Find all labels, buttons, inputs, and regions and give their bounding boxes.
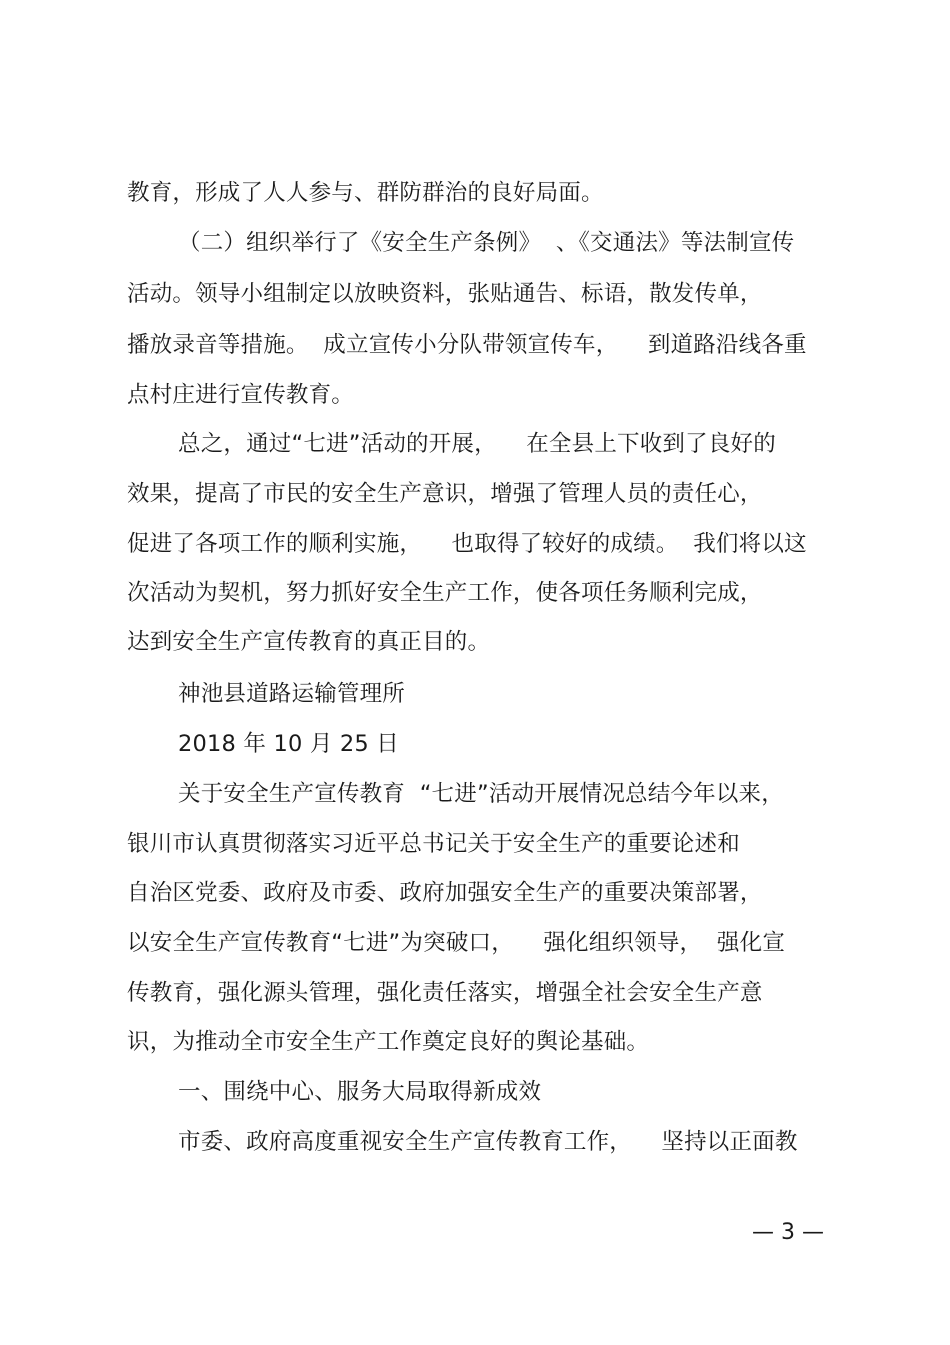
text-line: （二）组织举行了《安全生产条例》 、《交通法》等法制宣传 <box>178 230 795 256</box>
text-line: 达到安全生产宣传教育的真正目的。 <box>127 629 491 655</box>
text-line: 关于安全生产宣传教育 “七进”活动开展情况总结今年以来， <box>178 781 784 807</box>
text-line: 点村庄进行宣传教育。 <box>127 382 355 408</box>
text-line: 识，为推动全市安全生产工作奠定良好的舆论基础。 <box>127 1029 650 1055</box>
text-line: 总之，通过“七进”活动的开展， 在全县上下收到了良好的 <box>178 431 776 457</box>
text-line: 教育，形成了人人参与、群防群治的良好局面。 <box>127 180 604 206</box>
text-line: 市委、政府高度重视安全生产宣传教育工作， 坚持以正面教 <box>178 1129 798 1155</box>
text-line: 活动。领导小组制定以放映资料，张贴通告、标语，散发传单， <box>127 281 763 307</box>
text-line: 银川市认真贯彻落实习近平总书记关于安全生产的重要论述和 <box>127 831 740 857</box>
text-line: 次活动为契机，努力抓好安全生产工作，使各项任务顺利完成， <box>127 580 763 606</box>
text-line: 促进了各项工作的顺利实施， 也取得了较好的成绩。 我们将以这 <box>127 531 807 557</box>
text-line: 播放录音等措施。 成立宣传小分队带领宣传车， 到道路沿线各重 <box>127 332 807 358</box>
section-heading: 一、围绕中心、服务大局取得新成效 <box>178 1079 542 1105</box>
text-line: 传教育，强化源头管理，强化责任落实，增强全社会安全生产意 <box>127 980 763 1006</box>
text-line: 效果，提高了市民的安全生产意识，增强了管理人员的责任心， <box>127 481 763 507</box>
page-number: — 3 — <box>752 1220 824 1245</box>
signature-organization: 神池县道路运输管理所 <box>178 681 406 707</box>
signature-date: 2018 年 10 月 25 日 <box>178 731 399 757</box>
text-line: 自治区党委、政府及市委、政府加强安全生产的重要决策部署， <box>127 880 763 906</box>
text-line: 以安全生产宣传教育“七进”为突破口， 强化组织领导， 强化宣 <box>127 930 786 956</box>
